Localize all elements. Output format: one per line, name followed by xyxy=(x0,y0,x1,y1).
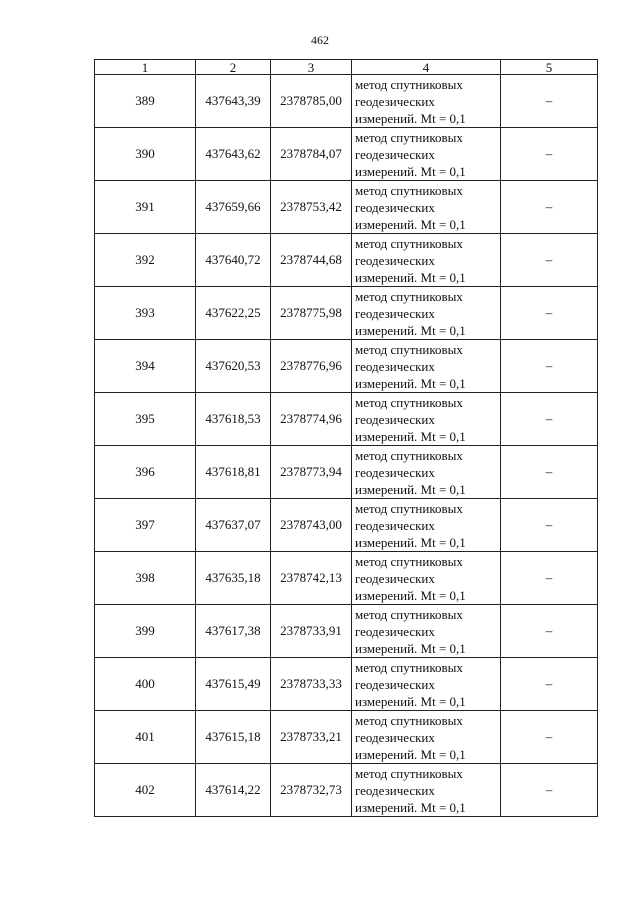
note-cell: – xyxy=(501,552,598,605)
method-line: метод спутниковых xyxy=(355,553,463,569)
x-coordinate-cell: 437615,49 xyxy=(196,658,271,711)
point-number-cell: 399 xyxy=(95,605,196,658)
x-coordinate-cell: 437618,81 xyxy=(196,446,271,499)
note-cell: – xyxy=(501,393,598,446)
method-line: измерений. Mt = 0,1 xyxy=(355,216,466,232)
note-cell: – xyxy=(501,287,598,340)
note-cell: – xyxy=(501,128,598,181)
method-cell xyxy=(352,605,501,658)
x-coordinate-cell: 437635,18 xyxy=(196,552,271,605)
method-cell xyxy=(352,234,501,287)
method-cell xyxy=(352,340,501,393)
method-line: геодезических xyxy=(355,729,435,745)
column-header-2: 2 xyxy=(196,60,271,75)
table-row xyxy=(95,446,598,499)
column-header-3: 3 xyxy=(271,60,352,75)
y-coordinate-cell: 2378733,33 xyxy=(271,658,352,711)
table-row xyxy=(95,711,598,764)
y-coordinate-cell: 2378785,00 xyxy=(271,75,352,128)
table-row xyxy=(95,605,598,658)
table-row xyxy=(95,393,598,446)
y-coordinate-cell: 2378784,07 xyxy=(271,128,352,181)
method-line: измерений. Mt = 0,1 xyxy=(355,799,466,815)
method-line: метод спутниковых xyxy=(355,447,463,463)
column-header-4: 4 xyxy=(352,60,501,75)
method-line: геодезических xyxy=(355,517,435,533)
method-line: измерений. Mt = 0,1 xyxy=(355,322,466,338)
x-coordinate-cell: 437637,07 xyxy=(196,499,271,552)
method-cell xyxy=(352,128,501,181)
method-line: геодезических xyxy=(355,146,435,162)
x-coordinate-cell: 437659,66 xyxy=(196,181,271,234)
x-coordinate-cell: 437614,22 xyxy=(196,764,271,817)
point-number-cell: 402 xyxy=(95,764,196,817)
x-coordinate-cell: 437643,39 xyxy=(196,75,271,128)
note-cell: – xyxy=(501,499,598,552)
note-cell: – xyxy=(501,181,598,234)
point-number-cell: 400 xyxy=(95,658,196,711)
table-row xyxy=(95,75,598,128)
method-line: геодезических xyxy=(355,411,435,427)
method-cell xyxy=(352,552,501,605)
method-line: метод спутниковых xyxy=(355,182,463,198)
table-row xyxy=(95,764,598,817)
method-cell xyxy=(352,499,501,552)
note-cell: – xyxy=(501,658,598,711)
method-line: метод спутниковых xyxy=(355,606,463,622)
point-number-cell: 397 xyxy=(95,499,196,552)
y-coordinate-cell: 2378753,42 xyxy=(271,181,352,234)
page-number: 462 xyxy=(311,33,329,47)
y-coordinate-cell: 2378775,98 xyxy=(271,287,352,340)
method-line: метод спутниковых xyxy=(355,500,463,516)
table-row xyxy=(95,181,598,234)
method-line: метод спутниковых xyxy=(355,394,463,410)
method-cell xyxy=(352,764,501,817)
table-row xyxy=(95,658,598,711)
point-number-cell: 389 xyxy=(95,75,196,128)
method-line: измерений. Mt = 0,1 xyxy=(355,110,466,126)
point-number-cell: 392 xyxy=(95,234,196,287)
x-coordinate-cell: 437640,72 xyxy=(196,234,271,287)
table-row xyxy=(95,340,598,393)
table-row xyxy=(95,287,598,340)
method-line: измерений. Mt = 0,1 xyxy=(355,746,466,762)
y-coordinate-cell: 2378774,96 xyxy=(271,393,352,446)
note-cell: – xyxy=(501,764,598,817)
point-number-cell: 393 xyxy=(95,287,196,340)
method-line: геодезических xyxy=(355,782,435,798)
method-line: метод спутниковых xyxy=(355,76,463,92)
point-number-cell: 390 xyxy=(95,128,196,181)
method-line: измерений. Mt = 0,1 xyxy=(355,269,466,285)
method-line: измерений. Mt = 0,1 xyxy=(355,640,466,656)
method-cell xyxy=(352,75,501,128)
method-line: геодезических xyxy=(355,623,435,639)
y-coordinate-cell: 2378733,21 xyxy=(271,711,352,764)
point-number-cell: 396 xyxy=(95,446,196,499)
method-line: метод спутниковых xyxy=(355,712,463,728)
y-coordinate-cell: 2378733,91 xyxy=(271,605,352,658)
method-line: геодезических xyxy=(355,93,435,109)
y-coordinate-cell: 2378732,73 xyxy=(271,764,352,817)
method-line: геодезических xyxy=(355,570,435,586)
x-coordinate-cell: 437615,18 xyxy=(196,711,271,764)
note-cell: – xyxy=(501,75,598,128)
y-coordinate-cell: 2378773,94 xyxy=(271,446,352,499)
method-line: геодезических xyxy=(355,305,435,321)
method-line: метод спутниковых xyxy=(355,659,463,675)
method-line: измерений. Mt = 0,1 xyxy=(355,163,466,179)
method-line: метод спутниковых xyxy=(355,129,463,145)
method-line: геодезических xyxy=(355,199,435,215)
x-coordinate-cell: 437622,25 xyxy=(196,287,271,340)
method-line: метод спутниковых xyxy=(355,235,463,251)
point-number-cell: 401 xyxy=(95,711,196,764)
method-line: геодезических xyxy=(355,358,435,374)
method-line: геодезических xyxy=(355,676,435,692)
method-cell xyxy=(352,711,501,764)
method-line: метод спутниковых xyxy=(355,341,463,357)
method-line: метод спутниковых xyxy=(355,288,463,304)
method-line: измерений. Mt = 0,1 xyxy=(355,428,466,444)
method-cell xyxy=(352,446,501,499)
y-coordinate-cell: 2378776,96 xyxy=(271,340,352,393)
x-coordinate-cell: 437620,53 xyxy=(196,340,271,393)
note-cell: – xyxy=(501,711,598,764)
table-row xyxy=(95,499,598,552)
point-number-cell: 398 xyxy=(95,552,196,605)
header-row xyxy=(95,60,598,75)
x-coordinate-cell: 437643,62 xyxy=(196,128,271,181)
point-number-cell: 391 xyxy=(95,181,196,234)
point-number-cell: 395 xyxy=(95,393,196,446)
note-cell: – xyxy=(501,446,598,499)
method-cell xyxy=(352,658,501,711)
method-line: измерений. Mt = 0,1 xyxy=(355,481,466,497)
y-coordinate-cell: 2378742,13 xyxy=(271,552,352,605)
table-row xyxy=(95,128,598,181)
method-line: измерений. Mt = 0,1 xyxy=(355,534,466,550)
method-line: геодезических xyxy=(355,252,435,268)
note-cell: – xyxy=(501,234,598,287)
method-line: измерений. Mt = 0,1 xyxy=(355,693,466,709)
table-body xyxy=(95,75,598,817)
note-cell: – xyxy=(501,340,598,393)
point-number-cell: 394 xyxy=(95,340,196,393)
y-coordinate-cell: 2378743,00 xyxy=(271,499,352,552)
method-cell xyxy=(352,287,501,340)
method-line: геодезических xyxy=(355,464,435,480)
coordinates-table xyxy=(94,59,598,817)
method-line: измерений. Mt = 0,1 xyxy=(355,587,466,603)
x-coordinate-cell: 437617,38 xyxy=(196,605,271,658)
table-row xyxy=(95,552,598,605)
table-row xyxy=(95,234,598,287)
note-cell: – xyxy=(501,605,598,658)
method-line: измерений. Mt = 0,1 xyxy=(355,375,466,391)
method-cell xyxy=(352,393,501,446)
y-coordinate-cell: 2378744,68 xyxy=(271,234,352,287)
column-header-1: 1 xyxy=(95,60,196,75)
method-line: метод спутниковых xyxy=(355,765,463,781)
column-header-5: 5 xyxy=(501,60,598,75)
x-coordinate-cell: 437618,53 xyxy=(196,393,271,446)
method-cell xyxy=(352,181,501,234)
